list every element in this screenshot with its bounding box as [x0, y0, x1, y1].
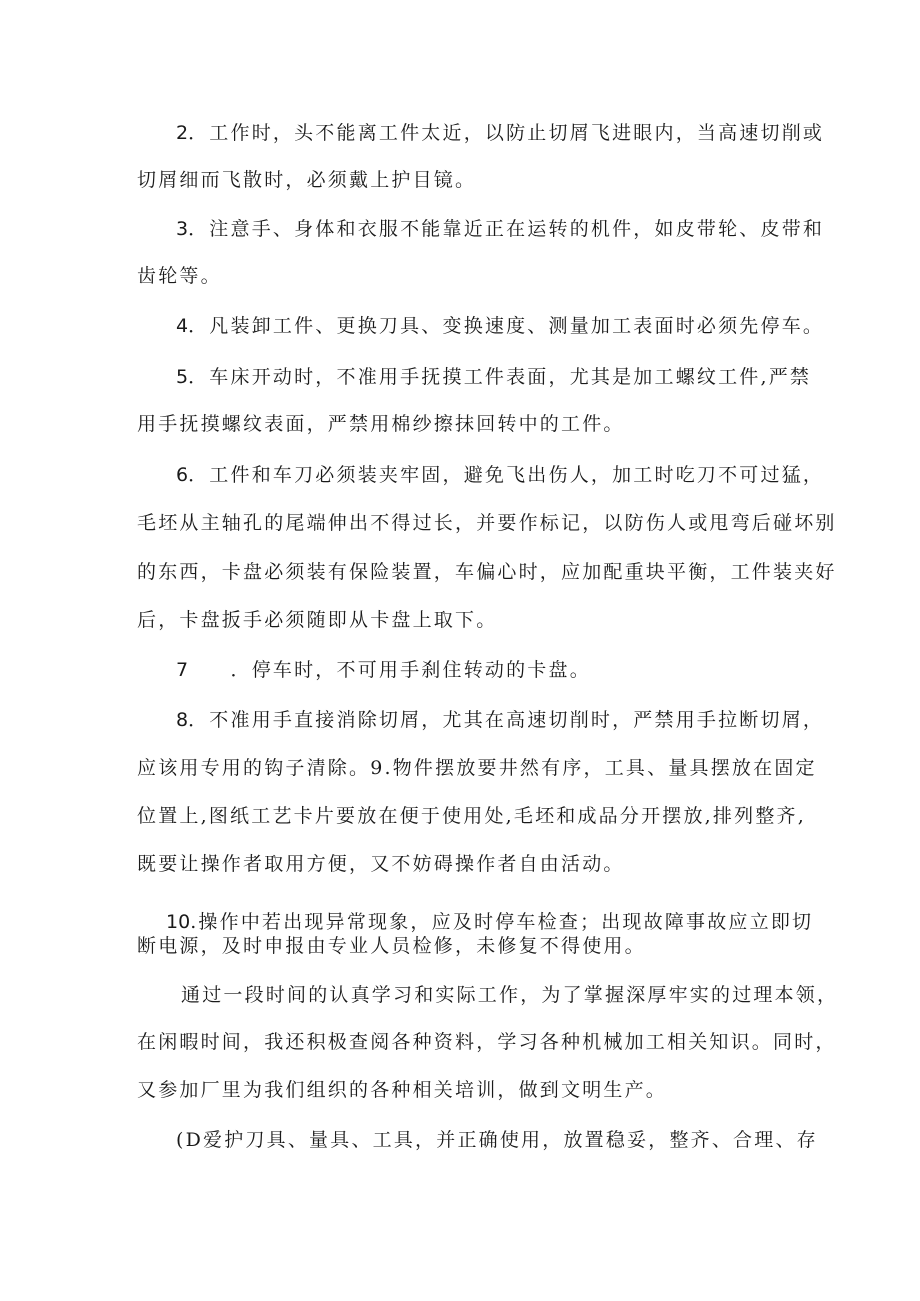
line-text: (D爱护刀具、量具、工具，并正确使用，放置稳妥，整齐、合理、存 — [176, 1129, 818, 1151]
paragraph-line — [137, 511, 837, 535]
paragraph-line — [176, 708, 824, 732]
item-number: 5 — [176, 366, 189, 388]
paragraph-line — [137, 1030, 837, 1054]
item-number: 7 — [176, 659, 189, 681]
line-text: ．工件和车刀必须装夹牢固，避免飞出伤人，加工时吃刀不可过猛， — [188, 464, 825, 486]
line-text: ．停车时，不可用手刹住转动的卡盘。 — [188, 659, 591, 681]
paragraph-line — [176, 217, 824, 241]
paragraph-line — [176, 1128, 818, 1152]
paragraph-line — [137, 804, 806, 828]
line-text: 齿轮等。 — [137, 265, 222, 287]
paragraph-line — [176, 121, 824, 145]
paragraph-line — [137, 934, 646, 958]
line-text: 既要让操作者取用方便，又不妨碍操作者自由活动。 — [137, 853, 625, 875]
line-text: ．注意手、身体和衣服不能靠近正在运转的机件，如皮带轮、皮带和 — [188, 218, 825, 240]
paragraph-line — [137, 852, 625, 876]
line-text: 的东西，卡盘必须装有保险装置，车偏心时，应加配重块平衡，工件装夹好 — [137, 561, 837, 583]
paragraph-line — [176, 463, 824, 487]
item-number: 10 — [166, 911, 191, 933]
paragraph-line — [176, 365, 811, 389]
item-number: 6 — [176, 464, 189, 486]
line-text: 用手抚摸螺纹表面，严禁用棉纱擦抹回转中的工件。 — [137, 413, 625, 435]
item-number: 3 — [176, 218, 189, 240]
paragraph-line — [137, 560, 837, 584]
paragraph-line — [137, 1078, 667, 1102]
line-text: 应该用专用的钩子清除。9.物件摆放要井然有序，工具、量具摆放在固定 — [137, 757, 817, 779]
line-text: 又参加厂里为我们组织的各种相关培训，做到文明生产。 — [137, 1079, 668, 1101]
line-text: 断电源，及时申报由专业人员检修，未修复不得使用。 — [137, 935, 646, 957]
line-text: 毛坯从主轴孔的尾端伸出不得过长，并要作标记，以防伤人或甩弯后碰坏别 — [137, 512, 837, 534]
item-number: 2 — [176, 122, 189, 144]
paragraph-line — [137, 608, 497, 632]
line-text: ．不准用手直接消除切屑，尤其在高速切削时，严禁用手拉断切屑， — [188, 709, 825, 731]
paragraph-line — [137, 756, 817, 780]
line-text: .操作中若出现异常现象，应及时停车检查；出现故障事故应立即切 — [190, 911, 814, 933]
line-text: ．车床开动时，不准用手抚摸工件表面，尤其是加工螺纹工件,严禁 — [188, 366, 812, 388]
line-text: 切屑细而飞散时，必须戴上护目镜。 — [137, 169, 477, 191]
paragraph-line — [166, 910, 813, 934]
item-number: 8 — [176, 709, 189, 731]
paragraph-line — [181, 983, 838, 1007]
line-text: 位置上,图纸工艺卡片要放在便于使用处,毛坯和成品分开摆放,排列整齐, — [137, 805, 806, 827]
line-text: 在闲暇时间，我还积极查阅各种资料，学习各种机械加工相关知识。同时， — [137, 1031, 837, 1053]
paragraph-line — [137, 264, 222, 288]
paragraph-line — [137, 168, 476, 192]
line-text: ．工作时，头不能离工件太近，以防止切屑飞进眼内，当高速切削或 — [188, 122, 825, 144]
line-text: ．凡装卸工件、更换刀具、变换速度、测量加工表面时必须先停车。 — [188, 315, 825, 337]
paragraph-line — [137, 412, 625, 436]
paragraph-line — [176, 314, 824, 338]
line-text: 通过一段时间的认真学习和实际工作，为了掌握深厚牢实的过理本领， — [181, 984, 839, 1006]
paragraph-line — [176, 658, 591, 682]
line-text: 后，卡盘扳手必须随即从卡盘上取下。 — [137, 609, 498, 631]
item-number: 4 — [176, 315, 189, 337]
